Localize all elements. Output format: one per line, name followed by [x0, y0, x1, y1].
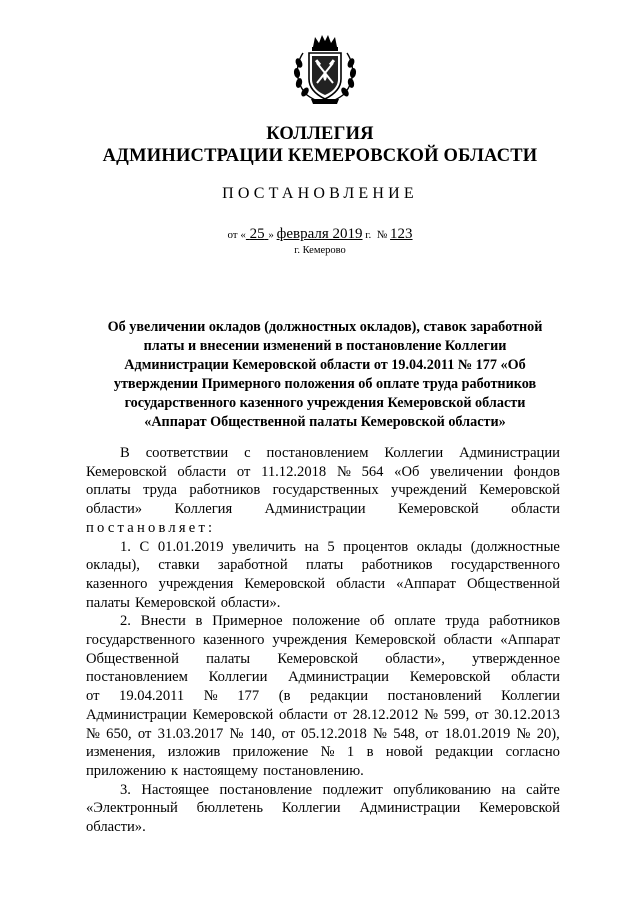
- body-line: оплаты труда работников государственных учреждений Кемеровской: [86, 482, 560, 499]
- subject-line: утверждении Примерного положения об оплате труда работников: [113, 376, 537, 392]
- subject-line: «Аппарат Общественной палаты Кемеровской области»: [144, 414, 506, 430]
- body-line: постановляет:: [86, 519, 216, 536]
- subject-line: государственного казенного учреждения Кемеровской области: [124, 395, 526, 411]
- document-city: г. Кемерово: [294, 245, 346, 256]
- subject-line: Администрации Кемеровской области от 19.04.2011 № 177 «Об: [124, 357, 526, 373]
- document-body: [86, 444, 560, 837]
- body-line: изменения, изложив приложение № 1 в новой редакции согласно: [86, 744, 560, 761]
- document-date-line: [0, 226, 640, 243]
- date-month-year: февраля 2019: [276, 226, 363, 242]
- body-line: от 19.04.2011 № 177 (в редакции постановлений Коллегии: [86, 688, 560, 705]
- body-line: приложению к настоящему постановлению.: [86, 762, 364, 779]
- body-line: «Электронный бюллетень Коллегии Администрации Кемеровской: [86, 800, 560, 817]
- org-title-line1: КОЛЛЕГИЯ: [266, 124, 374, 144]
- body-line: палаты Кемеровской области».: [86, 594, 281, 611]
- body-line: оклады), ставки заработной платы работников государственного: [86, 557, 560, 574]
- body-line: 3. Настоящее постановление подлежит опубликованию на сайте: [120, 781, 560, 798]
- body-line: области».: [86, 819, 146, 836]
- date-prefix: от «: [227, 229, 246, 241]
- body-line: казенного учреждения Кемеровской области «Аппарат Общественной: [86, 575, 560, 592]
- body-line: Кемеровской области от 11.12.2018 № 564 «Об увеличении фондов: [86, 463, 560, 480]
- date-day: 25: [249, 226, 265, 242]
- document-type: ПОСТАНОВЛЕНИЕ: [222, 185, 418, 202]
- number-prefix: №: [376, 229, 388, 241]
- subject-line: Об увеличении окладов (должностных окладов), ставок заработной: [107, 319, 543, 335]
- body-line: № 650, от 31.03.2017 № 140, от 05.12.2018 № 548, от 18.01.2019 № 20),: [86, 725, 560, 742]
- body-line: В соответствии с постановлением Коллегии Администрации: [120, 445, 560, 461]
- subject-line: платы и внесении изменений в постановление Коллегии: [143, 338, 507, 354]
- body-line: 2. Внести в Примерное положение об оплате труда работников: [120, 613, 560, 630]
- body-line: области» Коллегия Администрации Кемеровской области: [86, 501, 560, 518]
- org-title-line2: АДМИНИСТРАЦИИ КЕМЕРОВСКОЙ ОБЛАСТИ: [102, 146, 538, 166]
- coat-of-arms-icon: [289, 33, 361, 107]
- body-line: Администрации Кемеровской области от 28.12.2012 № 599, от 30.12.2013: [86, 706, 560, 723]
- body-line: государственного казенного учреждения Кемеровской области «Аппарат: [86, 632, 560, 649]
- body-line: постановлением Коллегии Администрации Кемеровской области: [86, 669, 560, 686]
- body-line: Общественной палаты Кемеровской области», утвержденное: [86, 650, 560, 667]
- date-year-suffix: г.: [365, 229, 372, 241]
- date-mid: »: [268, 229, 274, 241]
- document-number: 123: [390, 226, 413, 242]
- document-subject: [90, 318, 560, 432]
- body-line: 1. С 01.01.2019 увеличить на 5 процентов оклады (должностные: [120, 538, 560, 555]
